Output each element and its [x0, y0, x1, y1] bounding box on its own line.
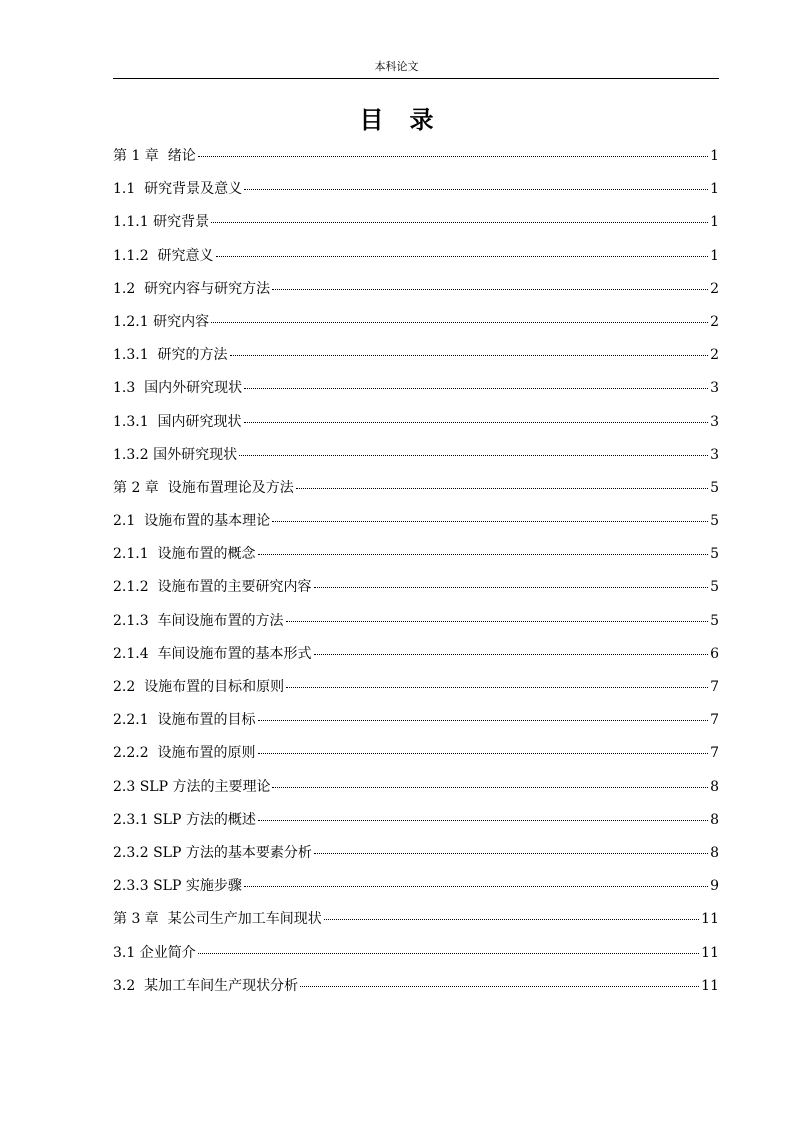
toc-entry-page-number: 1 — [710, 148, 719, 164]
toc-entry[interactable] — [113, 412, 719, 445]
toc-entry-page-number: 9 — [710, 878, 719, 895]
toc-entry[interactable] — [113, 312, 719, 345]
toc-entry[interactable] — [113, 976, 719, 1009]
toc-dot-leader — [211, 222, 708, 223]
toc-entry-label: 2.1.4 车间设施布置的基本形式 — [113, 645, 312, 662]
toc-entry-label: 1.2.1 研究内容 — [113, 313, 210, 330]
toc-entry[interactable] — [113, 544, 719, 577]
toc-entry[interactable] — [113, 743, 719, 776]
toc-entry[interactable] — [113, 810, 719, 843]
toc-entry-page-number: 5 — [710, 513, 719, 530]
toc-entry-page-number: 3 — [710, 413, 719, 430]
toc-entry-label: 3.2 某加工车间生产现状分析 — [113, 977, 299, 994]
toc-dot-leader — [272, 521, 708, 522]
toc-dot-leader — [286, 687, 708, 688]
toc-dot-leader — [258, 820, 708, 821]
toc-entry-page-number: 2 — [710, 313, 719, 330]
toc-entry[interactable] — [113, 611, 719, 644]
toc-entry[interactable] — [113, 179, 719, 212]
header-divider — [113, 78, 719, 79]
toc-entry[interactable] — [113, 246, 719, 279]
toc-entry-page-number: 11 — [701, 944, 719, 961]
toc-entry-page-number: 2 — [710, 280, 719, 297]
toc-entry[interactable] — [113, 909, 719, 942]
toc-dot-leader — [314, 654, 709, 655]
toc-entry-page-number: 5 — [710, 612, 719, 629]
toc-entry-label: 1.1 研究背景及意义 — [113, 181, 243, 198]
toc-entry-label: 2.3 SLP 方法的主要理论 — [113, 778, 271, 795]
toc-entry-page-number: 7 — [710, 745, 719, 762]
toc-dot-leader — [258, 753, 709, 754]
toc-entry-label: 第 1 章 绪论 — [113, 148, 196, 164]
toc-entry[interactable] — [113, 644, 719, 677]
toc-dot-leader — [300, 986, 699, 987]
toc-entry-page-number: 3 — [710, 380, 719, 397]
toc-entry-page-number: 1 — [710, 181, 719, 198]
toc-entry-label: 2.1.3 车间设施布置的方法 — [113, 612, 284, 629]
toc-dot-leader — [230, 355, 709, 356]
toc-entry-label: 1.3 国内外研究现状 — [113, 380, 243, 397]
toc-entry-page-number: 2 — [710, 347, 719, 364]
toc-dot-leader — [314, 587, 709, 588]
toc-entry-label: 1.1.1 研究背景 — [113, 214, 210, 231]
toc-dot-leader — [244, 886, 708, 887]
toc-entry-page-number: 6 — [710, 645, 719, 662]
toc-entry[interactable] — [113, 212, 719, 245]
running-header: 本科论文 — [374, 60, 419, 73]
toc-dot-leader — [258, 720, 709, 721]
toc-entry-label: 2.3.3 SLP 实施步骤 — [113, 878, 242, 895]
toc-entry-page-number: 7 — [710, 712, 719, 729]
toc-dot-leader — [244, 388, 708, 389]
toc-entry-label: 1.1.2 研究意义 — [113, 247, 214, 264]
toc-entry-page-number: 11 — [701, 977, 719, 994]
toc-dot-leader — [286, 621, 709, 622]
toc-entry[interactable] — [113, 146, 719, 179]
toc-entry-label: 2.1.1 设施布置的概念 — [113, 546, 256, 563]
toc-entry-page-number: 1 — [710, 214, 719, 231]
toc-entry-page-number: 3 — [710, 446, 719, 463]
toc-dot-leader — [314, 853, 708, 854]
toc-entry-label: 2.2.2 设施布置的原则 — [113, 745, 256, 762]
toc-entry-label: 1.3.1 国内研究现状 — [113, 413, 242, 430]
toc-entry[interactable] — [113, 943, 719, 976]
toc-entry[interactable] — [113, 577, 719, 610]
toc-dot-leader — [216, 256, 709, 257]
toc-entry[interactable] — [113, 445, 719, 478]
toc-entry-page-number: 11 — [701, 911, 719, 928]
toc-entry[interactable] — [113, 345, 719, 378]
toc-entry[interactable] — [113, 777, 719, 810]
toc-entry-label: 第 2 章 设施布置理论及方法 — [113, 479, 294, 496]
toc-entry-label: 1.2 研究内容与研究方法 — [113, 280, 271, 297]
toc-entry-label: 1.3.1 研究的方法 — [113, 347, 228, 364]
toc-entry[interactable] — [113, 279, 719, 312]
toc-dot-leader — [258, 554, 709, 555]
toc-entry[interactable] — [113, 677, 719, 710]
toc-entry-label: 2.2 设施布置的目标和原则 — [113, 679, 285, 695]
toc-entry-page-number: 7 — [710, 679, 719, 695]
toc-entry-page-number: 8 — [710, 811, 719, 828]
table-of-contents — [113, 146, 719, 1009]
toc-entry[interactable] — [113, 478, 719, 511]
toc-dot-leader — [244, 422, 709, 423]
toc-entry[interactable] — [113, 710, 719, 743]
toc-entry[interactable] — [113, 511, 719, 544]
toc-entry-page-number: 1 — [710, 247, 719, 264]
toc-entry-page-number: 5 — [710, 579, 719, 596]
toc-dot-leader — [211, 322, 708, 323]
toc-dot-leader — [239, 455, 708, 456]
toc-entry-label: 2.1 设施布置的基本理论 — [113, 513, 271, 530]
toc-entry-label: 2.2.1 设施布置的目标 — [113, 712, 256, 729]
toc-entry-label: 第 3 章 某公司生产加工车间现状 — [113, 911, 322, 928]
toc-dot-leader — [324, 919, 699, 920]
toc-entry-page-number: 5 — [710, 546, 719, 563]
toc-entry-page-number: 5 — [710, 479, 719, 496]
toc-entry-label: 2.3.2 SLP 方法的基本要素分析 — [113, 844, 312, 861]
toc-entry-label: 2.3.1 SLP 方法的概述 — [113, 811, 256, 828]
toc-entry-page-number: 8 — [710, 778, 719, 795]
toc-entry[interactable] — [113, 378, 719, 411]
toc-dot-leader — [198, 953, 699, 954]
page-title: 目录 — [359, 106, 460, 134]
toc-dot-leader — [244, 189, 708, 190]
toc-dot-leader — [272, 787, 708, 788]
toc-entry[interactable] — [113, 876, 719, 909]
toc-dot-leader — [272, 289, 708, 290]
toc-entry-label: 1.3.2 国外研究现状 — [113, 446, 238, 463]
toc-dot-leader — [296, 488, 708, 489]
toc-entry-page-number: 8 — [710, 844, 719, 861]
toc-dot-leader — [198, 156, 708, 157]
toc-entry-label: 3.1 企业简介 — [113, 944, 196, 961]
toc-entry-label: 2.1.2 设施布置的主要研究内容 — [113, 579, 312, 596]
toc-entry[interactable] — [113, 843, 719, 876]
